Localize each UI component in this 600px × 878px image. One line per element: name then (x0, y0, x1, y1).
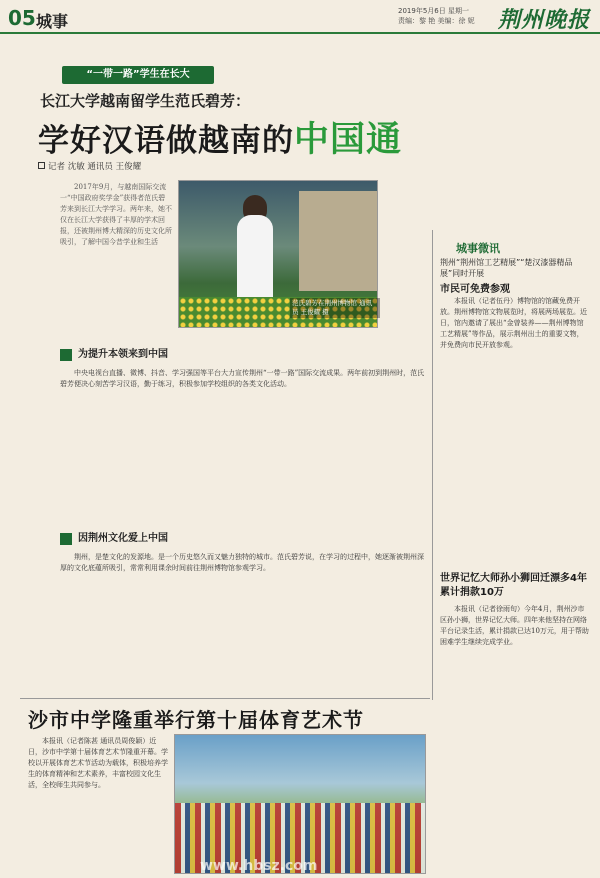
page-number: 05 (8, 6, 36, 30)
section-1-body: 中央电视台直播、微博、抖音、学习强国等平台大力宣传荆州“一带一路”国际交流成果。两年前初到荆州时，范氏碧芳便决心刻苦学习汉语，勤于练习，积极参加学校组织的各类文化活动。 (60, 369, 425, 388)
side-article-2-headline: 世界记忆大师孙小狮回迁漂多4年累计捐款10万 (440, 573, 587, 598)
feature-subhead: 长江大学越南留学生范氏碧芳： (40, 92, 251, 110)
feature-title: 学好汉语做越南的中国通 (38, 120, 403, 160)
section-heading-1: 为提升本领来到中国 (56, 346, 428, 364)
bottom-article-title: 沙市中学隆重举行第十届体育艺术节 (28, 708, 364, 732)
side-headline: 市民可免费参观 (440, 284, 510, 295)
side-article: 本报讯（记者伍丹）博物馆的馆藏免费开放。荆州博物馆文物展览时，将展两场展览。近日，馆内邀请了展出“金曾装养——荆州博物馆工艺精展”等作品，展示荆州出土的重要文物，并免费向市民开放参观。 (440, 297, 587, 349)
section-heading-2: 因荆州文化爱上中国 (56, 530, 428, 548)
newspaper-logo: 荆州晚报 (497, 7, 590, 33)
section-2-body: 荆州，是楚文化的发源地。是一个历史悠久而又魅力独特的城市。范氏碧芳说，在学习的过程中，她逐渐被荆州深厚的文化底蕴所吸引，常常利用课余时间前往荆州博物馆参观学习。 (60, 553, 424, 572)
section-name: 城事 (36, 12, 69, 31)
byline-box-icon (38, 162, 45, 169)
photo-caption: 范氏碧芳在荆州博物馆 通讯员 王俊耀 摄 (290, 298, 380, 318)
watermark: www.hbsz.com (200, 858, 318, 874)
feature-intro: 2017年9月，与越南国际交流一“中国政府奖学金”获得者范氏碧芳来到长江大学学习。两年来，她不仅在长江大学获得了丰厚的学术回报，还被荆州博大精深的历史文化所吸引，了解中国今昔学业和生活 (60, 183, 172, 246)
page-header (0, 0, 600, 34)
sports-festival-photo (174, 734, 426, 874)
side-subtitle: 荆州“荆州馆工艺精展”“楚汉漆器精品展”同时开展 (440, 258, 573, 278)
side-article-2-body: 本报讯（记者徐雨旬）今年4月，荆州沙市区孙小狮，世界记忆大师。四年来他坚持在网络平台记录生活，累计捐款已达10万元，用于帮助困难学生继续完成学业。 (440, 605, 589, 646)
side-column-label: 城事微讯 (456, 242, 500, 255)
feature-kicker: “一带一路”学生在长大 (62, 66, 214, 84)
bottom-article-body: 本报讯（记者陈甚 通讯员周俊颖）近日，沙市中学第十届体育艺术节隆重开幕。学校以开展体育艺术节活动为载体，积极培养学生的体育精神和艺术素养，丰富校园文化生活，全校师生共同参与。 (28, 737, 168, 789)
issue-date: 2019年5月6日 星期一 责编：黎 艳 美编：徐 妮 (398, 7, 475, 25)
byline: 记者 沈敏 通讯员 王俊耀 (38, 160, 141, 172)
